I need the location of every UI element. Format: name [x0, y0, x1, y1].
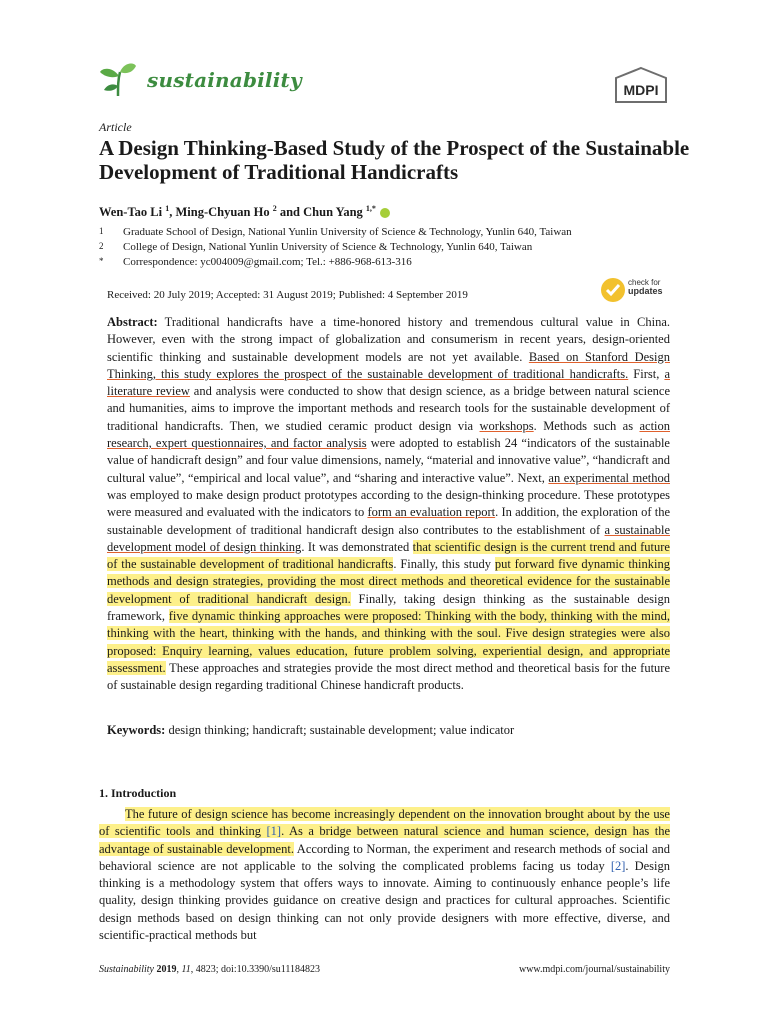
underlined-text: action research, expert questionnaires, and factor analysis: [107, 418, 671, 451]
intro-text: . Design thinking is a methodology system that offers ways to innovate. Aiming to continuously enhance people’s life quality, design thinking provides guidance on creative design and practices for cultural approaches. Scientific design methods based on design thinking can not only provide designers with more effective, diverse, and scientific-practical methods but: [99, 858, 670, 943]
correspondence-text[interactable]: Correspondence: yc004009@gmail.com; Tel.: +886-968-613-316: [123, 256, 412, 268]
article-type: Article: [99, 120, 132, 134]
affiliation-mark: 1: [99, 226, 104, 236]
underlined-text: workshops: [479, 418, 534, 433]
underlined-text: a literature review: [107, 366, 671, 399]
page-title: A Design Thinking-Based Study of the Prospect of the Sustainable Development of Traditional Handicrafts: [99, 136, 690, 184]
abstract-text: Traditional handicrafts have a time-honored history and tremendous cultural value in China. However, even with the strong impact of globalization and consumerism in recent years, design-oriented scientific thinking and sustainable development models are not yet available.: [107, 315, 670, 364]
author-aff-mark: 1: [165, 204, 170, 213]
affiliation: [99, 241, 679, 253]
check-updates-icon: [600, 277, 626, 303]
abstract-text: and analysis were conducted to show that design science, as a bridge between natural science and humanities, aims to improve the important methods and research tools for the sustainable development of traditional handicrafts. Then, we studied ceramic product design via: [107, 384, 670, 433]
affiliation-text: Graduate School of Design, National Yunlin University of Science & Technology, Yunlin 640, Taiwan: [123, 226, 572, 238]
keywords-label: Keywords:: [107, 723, 166, 737]
keywords-text: design thinking; handicraft; sustainable development; value indicator: [165, 723, 515, 737]
publisher-logo-icon: [612, 66, 670, 104]
section-title: 1. Introduction: [99, 786, 177, 800]
author-name[interactable]: Chun Yang: [303, 205, 363, 220]
keywords: [107, 722, 670, 739]
check-updates-line2: updates: [628, 286, 663, 296]
highlighted-text: put forward five dynamic thinking methods and design strategies, providing the most direct methods and theoretical evidence for the sustainable development of traditional handicraft design.: [107, 557, 670, 606]
correspondence: [99, 256, 679, 268]
abstract: [107, 314, 670, 695]
abstract-body: [107, 315, 670, 692]
intro-paragraph: [99, 806, 670, 944]
underlined-text: form an evaluation report: [367, 505, 496, 520]
affiliation-mark: *: [99, 256, 104, 266]
abstract-text: were adopted to establish 24 “indicators of the sustainable value of handicraft design” and four value dimensions, namely, “material and innovative value”, “handicraft and cultural value”, “empirical and local value”, and “sharing and interactive value”. Next,: [107, 436, 670, 485]
abstract-text: These approaches and strategies provide the most direct method and theoretical basis for the future of sustainable design regarding traditional Chinese handicraft products.: [107, 660, 670, 693]
citation-link[interactable]: [2]: [610, 858, 626, 873]
journal-name: sustainability: [147, 68, 302, 92]
check-for-updates-button[interactable]: [600, 276, 670, 304]
publication-dates: Received: 20 July 2019; Accepted: 31 August 2019; Published: 4 September 2019: [107, 289, 468, 301]
citation-link[interactable]: [1]: [266, 824, 282, 839]
orcid-icon[interactable]: [380, 208, 390, 218]
author-aff-mark: 2: [272, 204, 277, 213]
underlined-text: an experimental method: [548, 470, 670, 485]
abstract-text: . In addition, the exploration of the sustainable development of traditional handicraft design also contributes to the establishment of: [107, 505, 670, 537]
abstract-label: Abstract:: [107, 315, 158, 329]
footer-citation: Sustainability 2019, 11, 4823; doi:10.3390/su11184823: [99, 964, 321, 975]
abstract-text: . Methods such as: [533, 418, 640, 433]
affiliation-text: College of Design, National Yunlin University of Science & Technology, Yunlin 640, Taiwan: [123, 241, 533, 253]
footer-journal: Sustainability: [99, 964, 154, 975]
highlighted-text: The future of design science has become increasingly dependent on the innovation brought about by the use of scientific tools and thinking: [99, 807, 670, 839]
footer-volume: 11: [181, 964, 191, 975]
svg-text:MDPI: MDPI: [623, 82, 659, 98]
author-list: Wen-Tao Li $^1$, Ming-Chyuan Ho $^2$ and Chun Yang $^{1,*}$: [99, 204, 390, 220]
abstract-text: First,: [628, 366, 665, 381]
footer-url[interactable]: www.mdpi.com/journal/sustainability: [518, 964, 670, 975]
footer-doi[interactable]: , 4823; doi:10.3390/su11184823: [190, 964, 321, 975]
highlighted-text: five dynamic thinking approaches were proposed: Thinking with the body, thinking with the mind, thinking with the heart, thinking with the hands, and thinking with the soul. Five design strategies were also proposed: Enquiry learning, values education, future problem solving, experiential design, and appropriate assessment.: [107, 609, 671, 675]
abstract-text: was employed to make design product prototypes according to the design-thinking procedure. These prototypes were measured and evaluated with the indicators to: [107, 487, 670, 520]
abstract-text: Finally, taking design thinking as the sustainable design framework,: [107, 591, 670, 624]
highlighted-text: . As a bridge between natural science and human science, design has the advantage of sustainable development.: [99, 824, 670, 856]
underlined-text: Based on Stanford Design Thinking, this study explores the prospect of the sustainable development of traditional handicrafts.: [107, 349, 670, 381]
underlined-text: a sustainable development model of design thinking: [107, 522, 670, 554]
author-name[interactable]: Ming-Chyuan Ho: [175, 205, 270, 220]
author-name[interactable]: Wen-Tao Li: [99, 205, 163, 220]
check-updates-line1: check for: [628, 278, 661, 287]
footer-year: 2019: [156, 964, 177, 975]
author-aff-mark: 1,*: [365, 204, 376, 213]
journal-logo-icon: [98, 60, 138, 100]
intro-text: According to Norman, the experiment and research methods of social and behavioral science are not applicable to the solving the complicated problems facing us today: [99, 841, 670, 873]
abstract-text: . Finally, this study: [393, 557, 495, 572]
affiliation-mark: 2: [99, 241, 104, 251]
affiliation: [99, 226, 679, 238]
intro-body: [99, 807, 670, 942]
abstract-text: . It was demonstrated: [301, 539, 413, 554]
highlighted-text: that scientific design is the current trend and future of the sustainable development of traditional handicrafts: [107, 539, 670, 572]
